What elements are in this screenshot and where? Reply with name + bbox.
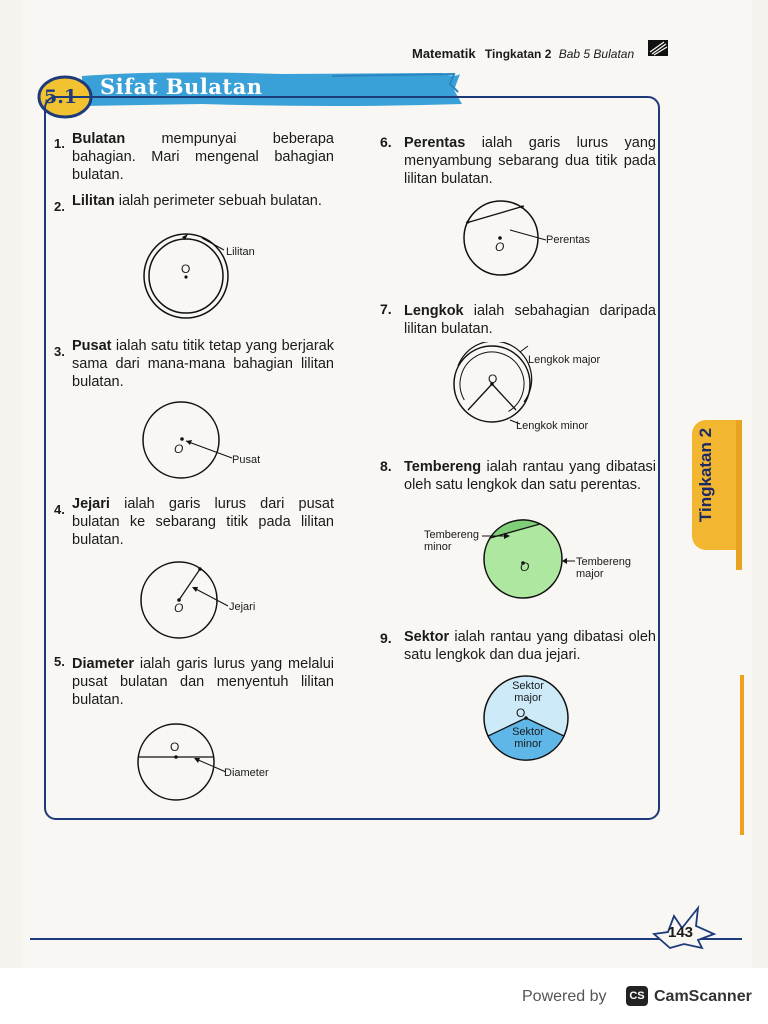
center-o-label: O: [495, 240, 505, 254]
header-form: Tingkatan 2: [484, 47, 552, 61]
item-pusat: [72, 337, 334, 391]
center-o-label: O: [181, 262, 191, 276]
item-tembereng: [404, 458, 656, 494]
tab-edge-strip: [736, 420, 742, 570]
item-number: 6.: [380, 134, 392, 150]
item-number: 1.: [54, 136, 65, 151]
item-term: Tembereng: [404, 459, 482, 475]
item-bulatan: [72, 130, 334, 184]
bottom-rule: [30, 938, 742, 940]
item-text: ialah rantau yang dibatasi oleh satu lengkok dan dua jejari.: [404, 629, 656, 663]
item-diameter: [72, 655, 334, 709]
tembereng-major-label: Tembereng major: [576, 556, 632, 580]
diameter-label: Diameter: [224, 767, 269, 779]
book-icon: [648, 40, 668, 56]
sektor-major-label: Sektor major: [512, 680, 544, 704]
tembereng-arrows: [476, 528, 586, 548]
arrow-icon: [562, 556, 576, 566]
item-sektor: [404, 628, 656, 664]
lengkok-major-label: Lengkok major: [528, 354, 601, 366]
item-number: 2.: [54, 199, 65, 214]
item-number: 4.: [54, 502, 65, 517]
diameter-diagram: [134, 722, 238, 804]
item-lengkok: [404, 302, 656, 338]
item-term: Sektor: [404, 629, 450, 645]
center-o-label: O: [520, 560, 530, 574]
item-text: ialah garis lurus dari pusat bulatan ke sebarang titik pada lilitan bulatan.: [72, 496, 334, 548]
item-term: Lilitan: [72, 193, 115, 209]
camscanner-name: CamScanner: [654, 988, 752, 1005]
center-o-label: O: [516, 706, 526, 720]
item-lilitan: [72, 192, 334, 210]
lilitan-diagram: [138, 230, 238, 322]
sektor-minor-label: Sektor minor: [512, 726, 544, 750]
item-text: ialah sebahagian daripada lilitan bulatan.: [404, 303, 656, 337]
jejari-diagram: [138, 560, 242, 640]
item-term: Bulatan: [72, 131, 126, 147]
center-o-label: O: [488, 372, 498, 386]
running-header: [412, 46, 634, 61]
perentas-label: Perentas: [546, 234, 591, 246]
item-number: 9.: [380, 630, 392, 646]
item-term: Perentas: [404, 135, 466, 151]
side-tab-label: Tingkatan 2: [696, 427, 715, 523]
lilitan-label: Lilitan: [226, 246, 255, 258]
item-text: ialah garis lurus yang menyambung sebarang dua titik pada lilitan bulatan.: [404, 135, 656, 187]
item-text: ialah rantau yang dibatasi oleh satu lengkok dan satu perentas.: [404, 459, 656, 493]
page-number: 143: [668, 924, 694, 941]
item-text: ialah garis lurus yang melalui pusat bulatan dan menyentuh lilitan bulatan.: [72, 656, 334, 708]
center-o-label: O: [174, 442, 184, 456]
item-term: Diameter: [72, 656, 135, 672]
item-jejari: [72, 495, 334, 549]
header-chapter: Bab 5 Bulatan: [558, 47, 635, 61]
item-text: ialah perimeter sebuah bulatan.: [114, 193, 322, 209]
tembereng-minor-label: Tembereng minor: [424, 529, 480, 553]
lengkok-minor-label: Lengkok minor: [516, 420, 589, 432]
center-o-label: O: [174, 601, 184, 615]
item-number: 5.: [54, 654, 65, 669]
jejari-label: Jejari: [229, 601, 256, 613]
section-title: Sifat Bulatan: [100, 74, 263, 99]
item-term: Pusat: [72, 338, 112, 354]
item-perentas: [404, 134, 656, 188]
item-term: Lengkok: [404, 303, 464, 319]
perentas-diagram: [460, 200, 550, 276]
edge-strip: [740, 675, 744, 835]
item-term: Jejari: [72, 496, 110, 512]
item-text: ialah satu titik tetap yang berjarak sama dari mana-mana bahagian lilitan bulatan.: [72, 338, 334, 390]
scanner-footer: [0, 968, 768, 1024]
pusat-diagram: [140, 400, 240, 480]
center-o-label: O: [170, 740, 180, 754]
item-number: 7.: [380, 301, 392, 317]
pusat-label: Pusat: [232, 454, 261, 466]
item-text: mempunyai beberapa bahagian. Mari mengenal bahagian bulatan.: [72, 131, 334, 183]
item-number: 8.: [380, 458, 392, 474]
header-subject: Matematik: [412, 46, 476, 61]
section-number: 5.1: [44, 86, 78, 108]
item-number: 3.: [54, 344, 65, 359]
powered-by-text: Powered by: [522, 988, 607, 1005]
camscanner-logo-icon: CS: [626, 986, 648, 1006]
